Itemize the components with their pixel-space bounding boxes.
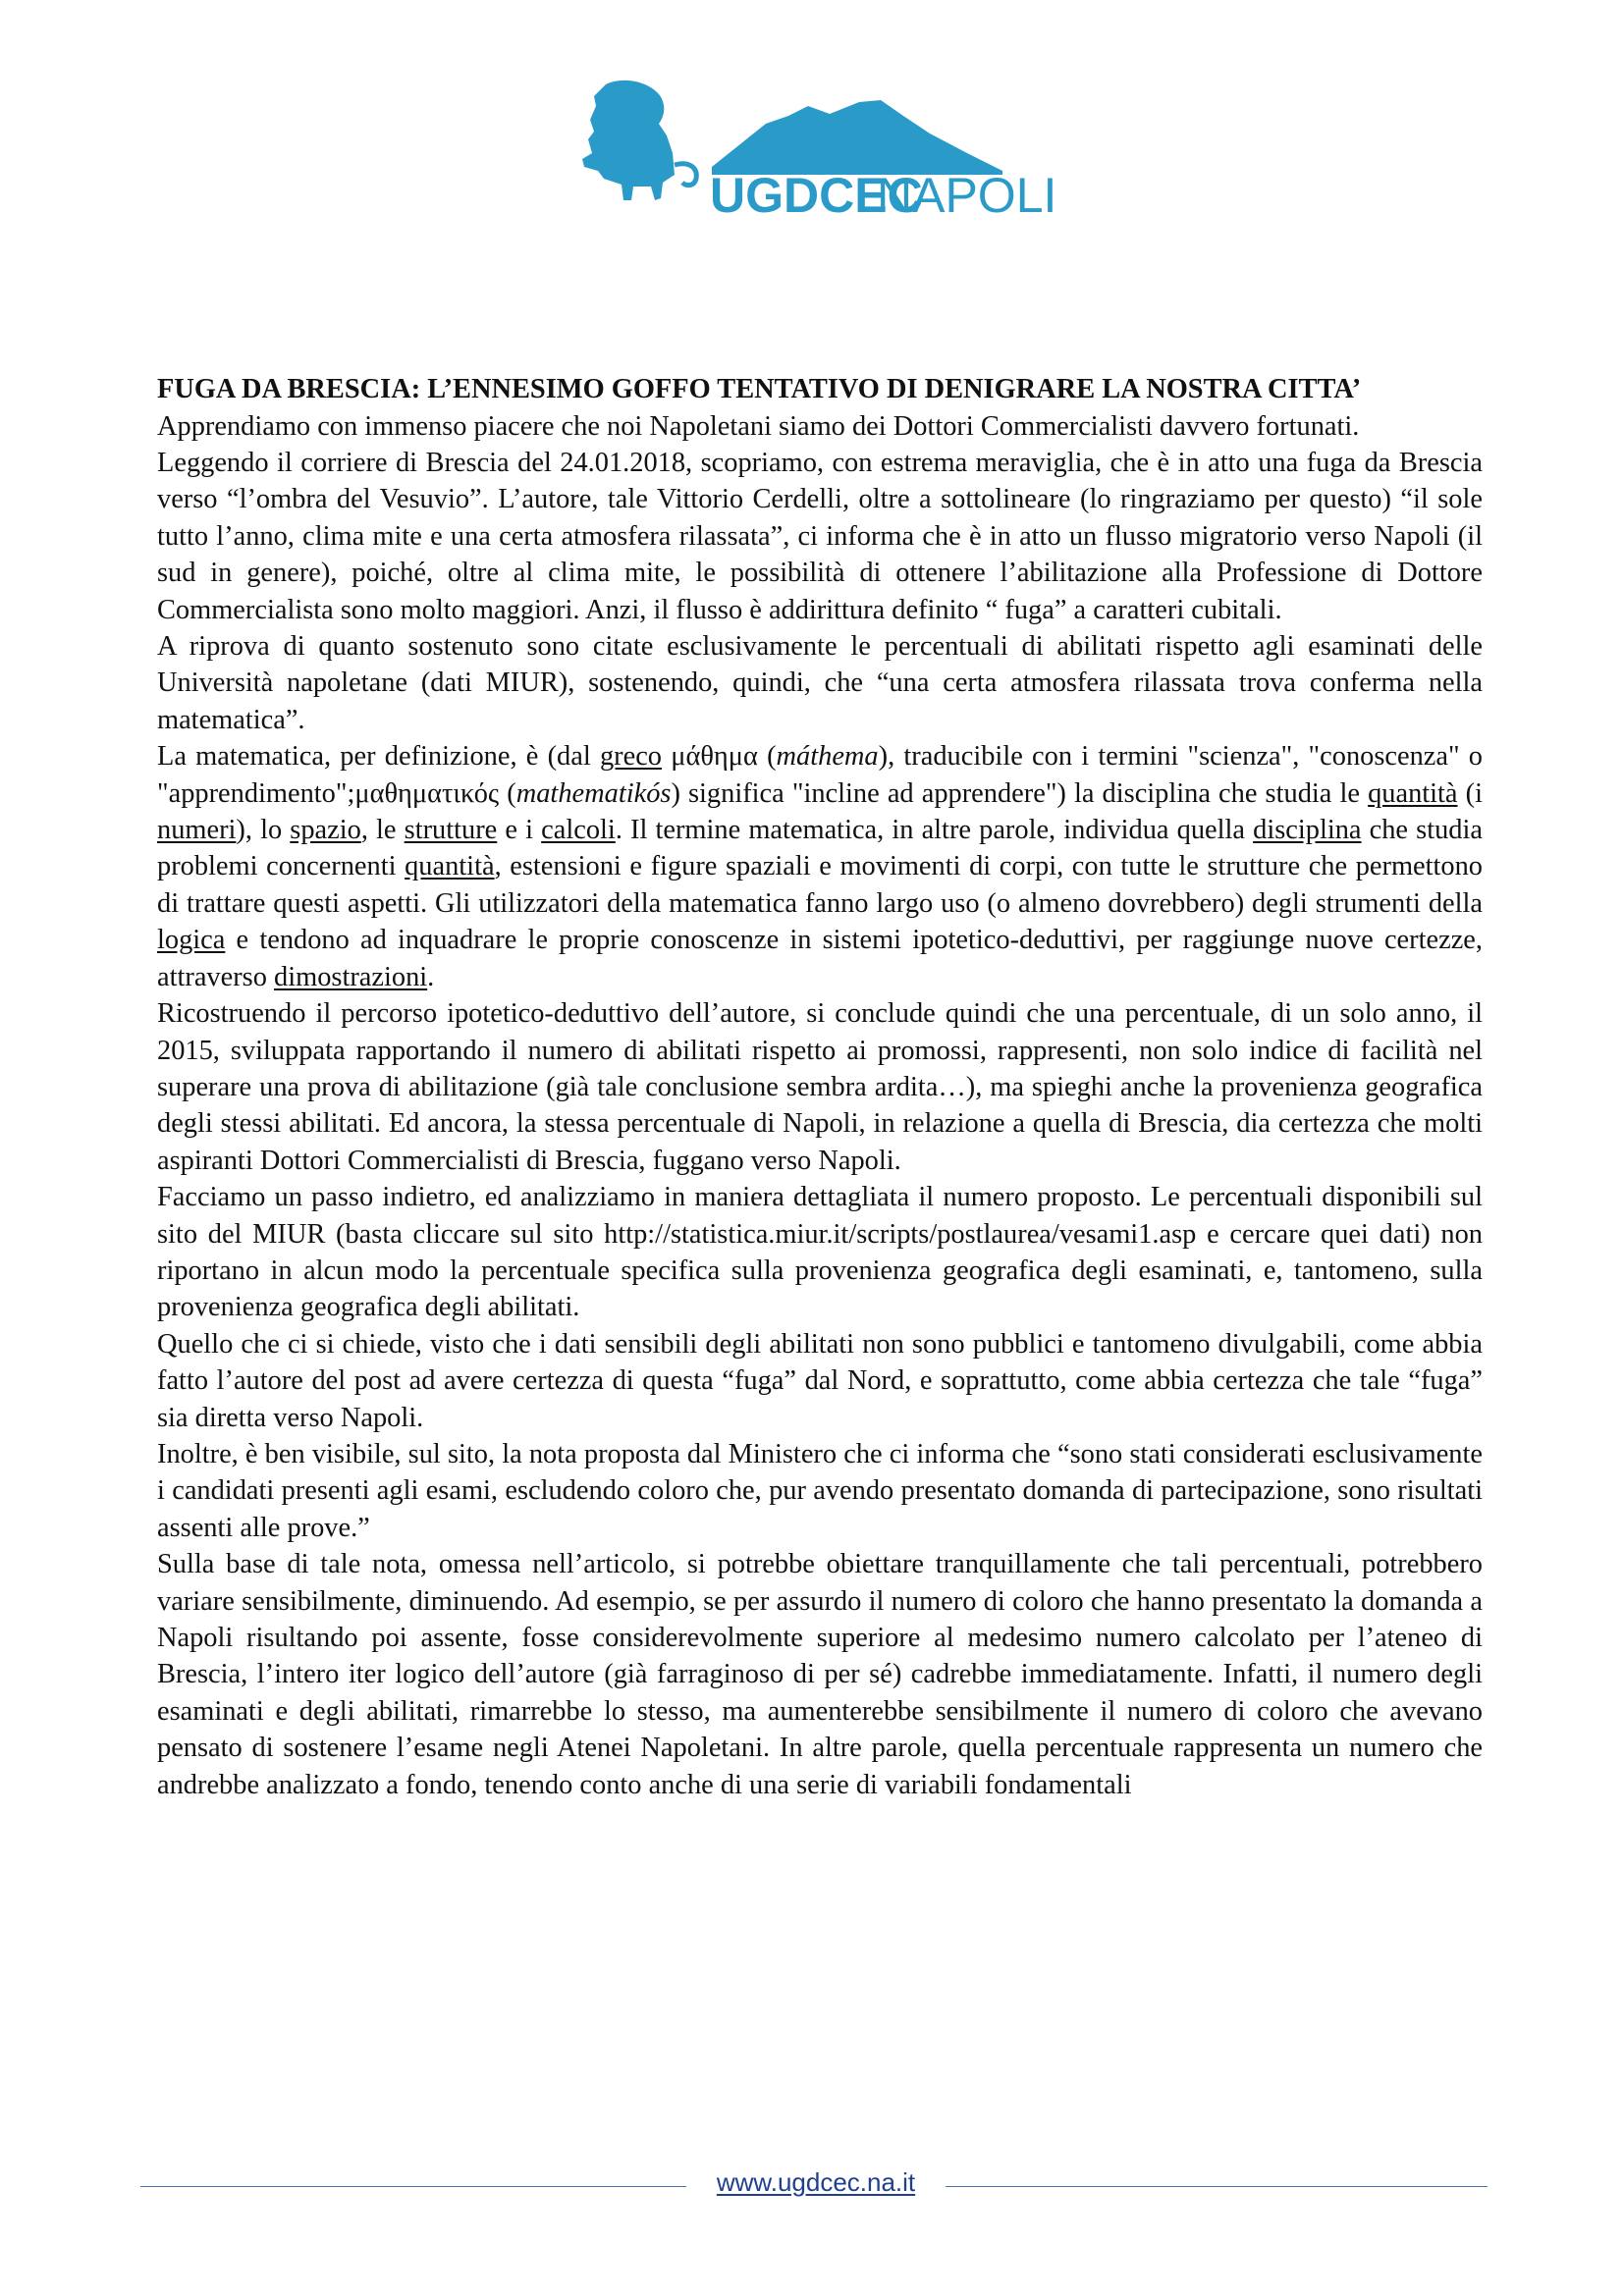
paragraph-7: Quello che ci si chiede, visto che i dati sensibili degli abilitati non sono pubblici e tantomeno divulgabili, come abbia fatto l’autore del post ad avere certezza di questa “fuga” dal Nord, e soprattutto, come abbia certezza che tale “fuga” sia diretta verso Napoli. (157, 1328, 1483, 1433)
paragraph-3: A riprova di quanto sostenuto sono citate esclusivamente le percentuali di abilitati rispetto agli esaminati delle Università napoletane (dati MIUR), sostenendo, quindi, che “una certa atmosfera rilassata trova conferma nella matematica”. (157, 631, 1483, 735)
lion-vesuvius-logo-icon (565, 77, 1057, 263)
article-title: FUGA DA BRESCIA: L’ENNESIMO GOFFO TENTATIVO DI DENIGRARE LA NOSTRA CITTA’ (157, 374, 1362, 404)
link-numeri[interactable]: numeri (157, 815, 237, 846)
page-footer (0, 2167, 1623, 2207)
link-strutture[interactable]: strutture (404, 815, 498, 846)
paragraph-5: Ricostruendo il percorso ipotetico-deduttivo dell’autore, si conclude quindi che una percentuale, di un solo anno, il 2015, sviluppata rapportando il numero di abilitati rispetto ai promossi, rappresenti, non solo indice di facilità nel superare una prova di abilitazione (già tale conclusione sembra ardita…), ma spieghi anche la provenienza geografica degli stessi abilitati. Ed ancora, la stessa percentuale di Napoli, in relazione a quella di Brescia, dia certezza che molti aspiranti Dottori Commercialisti di Brescia, fuggano verso Napoli. (157, 998, 1483, 1176)
link-greco[interactable]: greco (599, 741, 663, 773)
svg-text:UGDCEC: UGDCEC (710, 168, 923, 223)
article-body (157, 371, 1483, 1803)
paragraph-1: Apprendiamo con immenso piacere che noi Napoletani siamo dei Dottori Commercialisti davvero fortunati. (157, 410, 1360, 442)
svg-text:NAPOLI: NAPOLI (877, 168, 1057, 223)
footer-divider-left (140, 2186, 686, 2187)
footer-divider-right (946, 2186, 1488, 2187)
paragraph-4: La matematica, per definizione, è (dal greco μάθημα (máthema), traducibile con i termini "scienza", "conoscenza" o "apprendimento";μαθηματικός (mathematikós) significa "incline ad apprendere") la disciplina che studia le quantità (i numeri), lo spazio, le strutture e i calcoli. Il termine matematica, in altre parole, individua quella disciplina che studia problemi concernenti quantità, estensioni e figure spaziali e movimenti di corpi, con tutte le strutture che permettono di trattare questi aspetti. Gli utilizzatori della matematica fanno largo uso (o almeno dovrebbero) degli strumenti della logica e tendono ad inquadrare le proprie conoscenze in sistemi ipotetico-deduttivi, per raggiunge nuove certezze, attraverso dimostrazioni. (157, 741, 1483, 992)
link-spazio[interactable]: spazio (290, 815, 361, 846)
website-link[interactable]: www.ugdcec.na.it (716, 2167, 916, 2197)
paragraph-6: Facciamo un passo indietro, ed analizziamo in maniera dettagliata il numero proposto. Le percentuali disponibili sul sito del MIUR (basta cliccare sul sito http://statistica.miur.it/scripts/postlaurea/vesami1.asp e cercare quei dati) non riportano in alcun modo la percentuale specifica sulla provenienza geografica degli esaminati, e, tantomeno, sulla provenienza geografica degli abilitati. (157, 1182, 1483, 1323)
paragraph-9: Sulla base di tale nota, omessa nell’articolo, si potrebbe obiettare tranquillamente che tali percentuali, potrebbero variare sensibilmente, diminuendo. Ad esempio, se per assurdo il numero di coloro che hanno presentato la domanda a Napoli risultando poi assente, fosse considerevolmente superiore al medesimo numero calcolato per l’ateneo di Brescia, l’intero iter logico dell’autore (già farraginoso di per sé) cadrebbe immediatamente. Infatti, il numero degli esaminati e degli abilitati, rimarrebbe lo stesso, ma aumenterebbe sensibilmente il numero di coloro che avevano pensato di sostenere l’esame negli Atenei Napoletani. In altre parole, quella percentuale rappresenta un numero che andrebbe analizzato a fondo, tenendo conto anche di una serie di variabili fondamentali (157, 1549, 1483, 1800)
link-dimostrazioni[interactable]: dimostrazioni (274, 961, 428, 992)
ugdcec-napoli-logo (565, 77, 1057, 263)
link-quantita[interactable]: quantità (1368, 777, 1458, 809)
link-quantita-2[interactable]: quantità (405, 851, 495, 882)
paragraph-8: Inoltre, è ben visibile, sul sito, la nota proposta dal Ministero che ci informa che “sono stati considerati esclusivamente i candidati presenti agli esami, escludendo coloro che, pur avendo presentato domanda di partecipazione, sono risultati assenti alle prove.” (157, 1438, 1483, 1543)
link-disciplina[interactable]: disciplina (1253, 815, 1362, 846)
paragraph-2: Leggendo il corriere di Brescia del 24.01.2018, scopriamo, con estrema meraviglia, che è in atto una fuga da Brescia verso “l’ombra del Vesuvio”. L’autore, tale Vittorio Cerdelli, oltre a sottolineare (lo ringraziamo per questo) “il sole tutto l’anno, clima mite e una certa atmosfera rilassata”, ci informa che è in atto un flusso migratorio verso Napoli (il sud in genere), poiché, oltre al clima mite, le possibilità di ottenere l’abilitazione alla Professione di Dottore Commercialista sono molto maggiori. Anzi, il flusso è addirittura definito “ fuga” a caratteri cubitali. (157, 448, 1483, 625)
link-calcoli[interactable]: calcoli (541, 815, 616, 846)
link-logica[interactable]: logica (157, 925, 226, 956)
